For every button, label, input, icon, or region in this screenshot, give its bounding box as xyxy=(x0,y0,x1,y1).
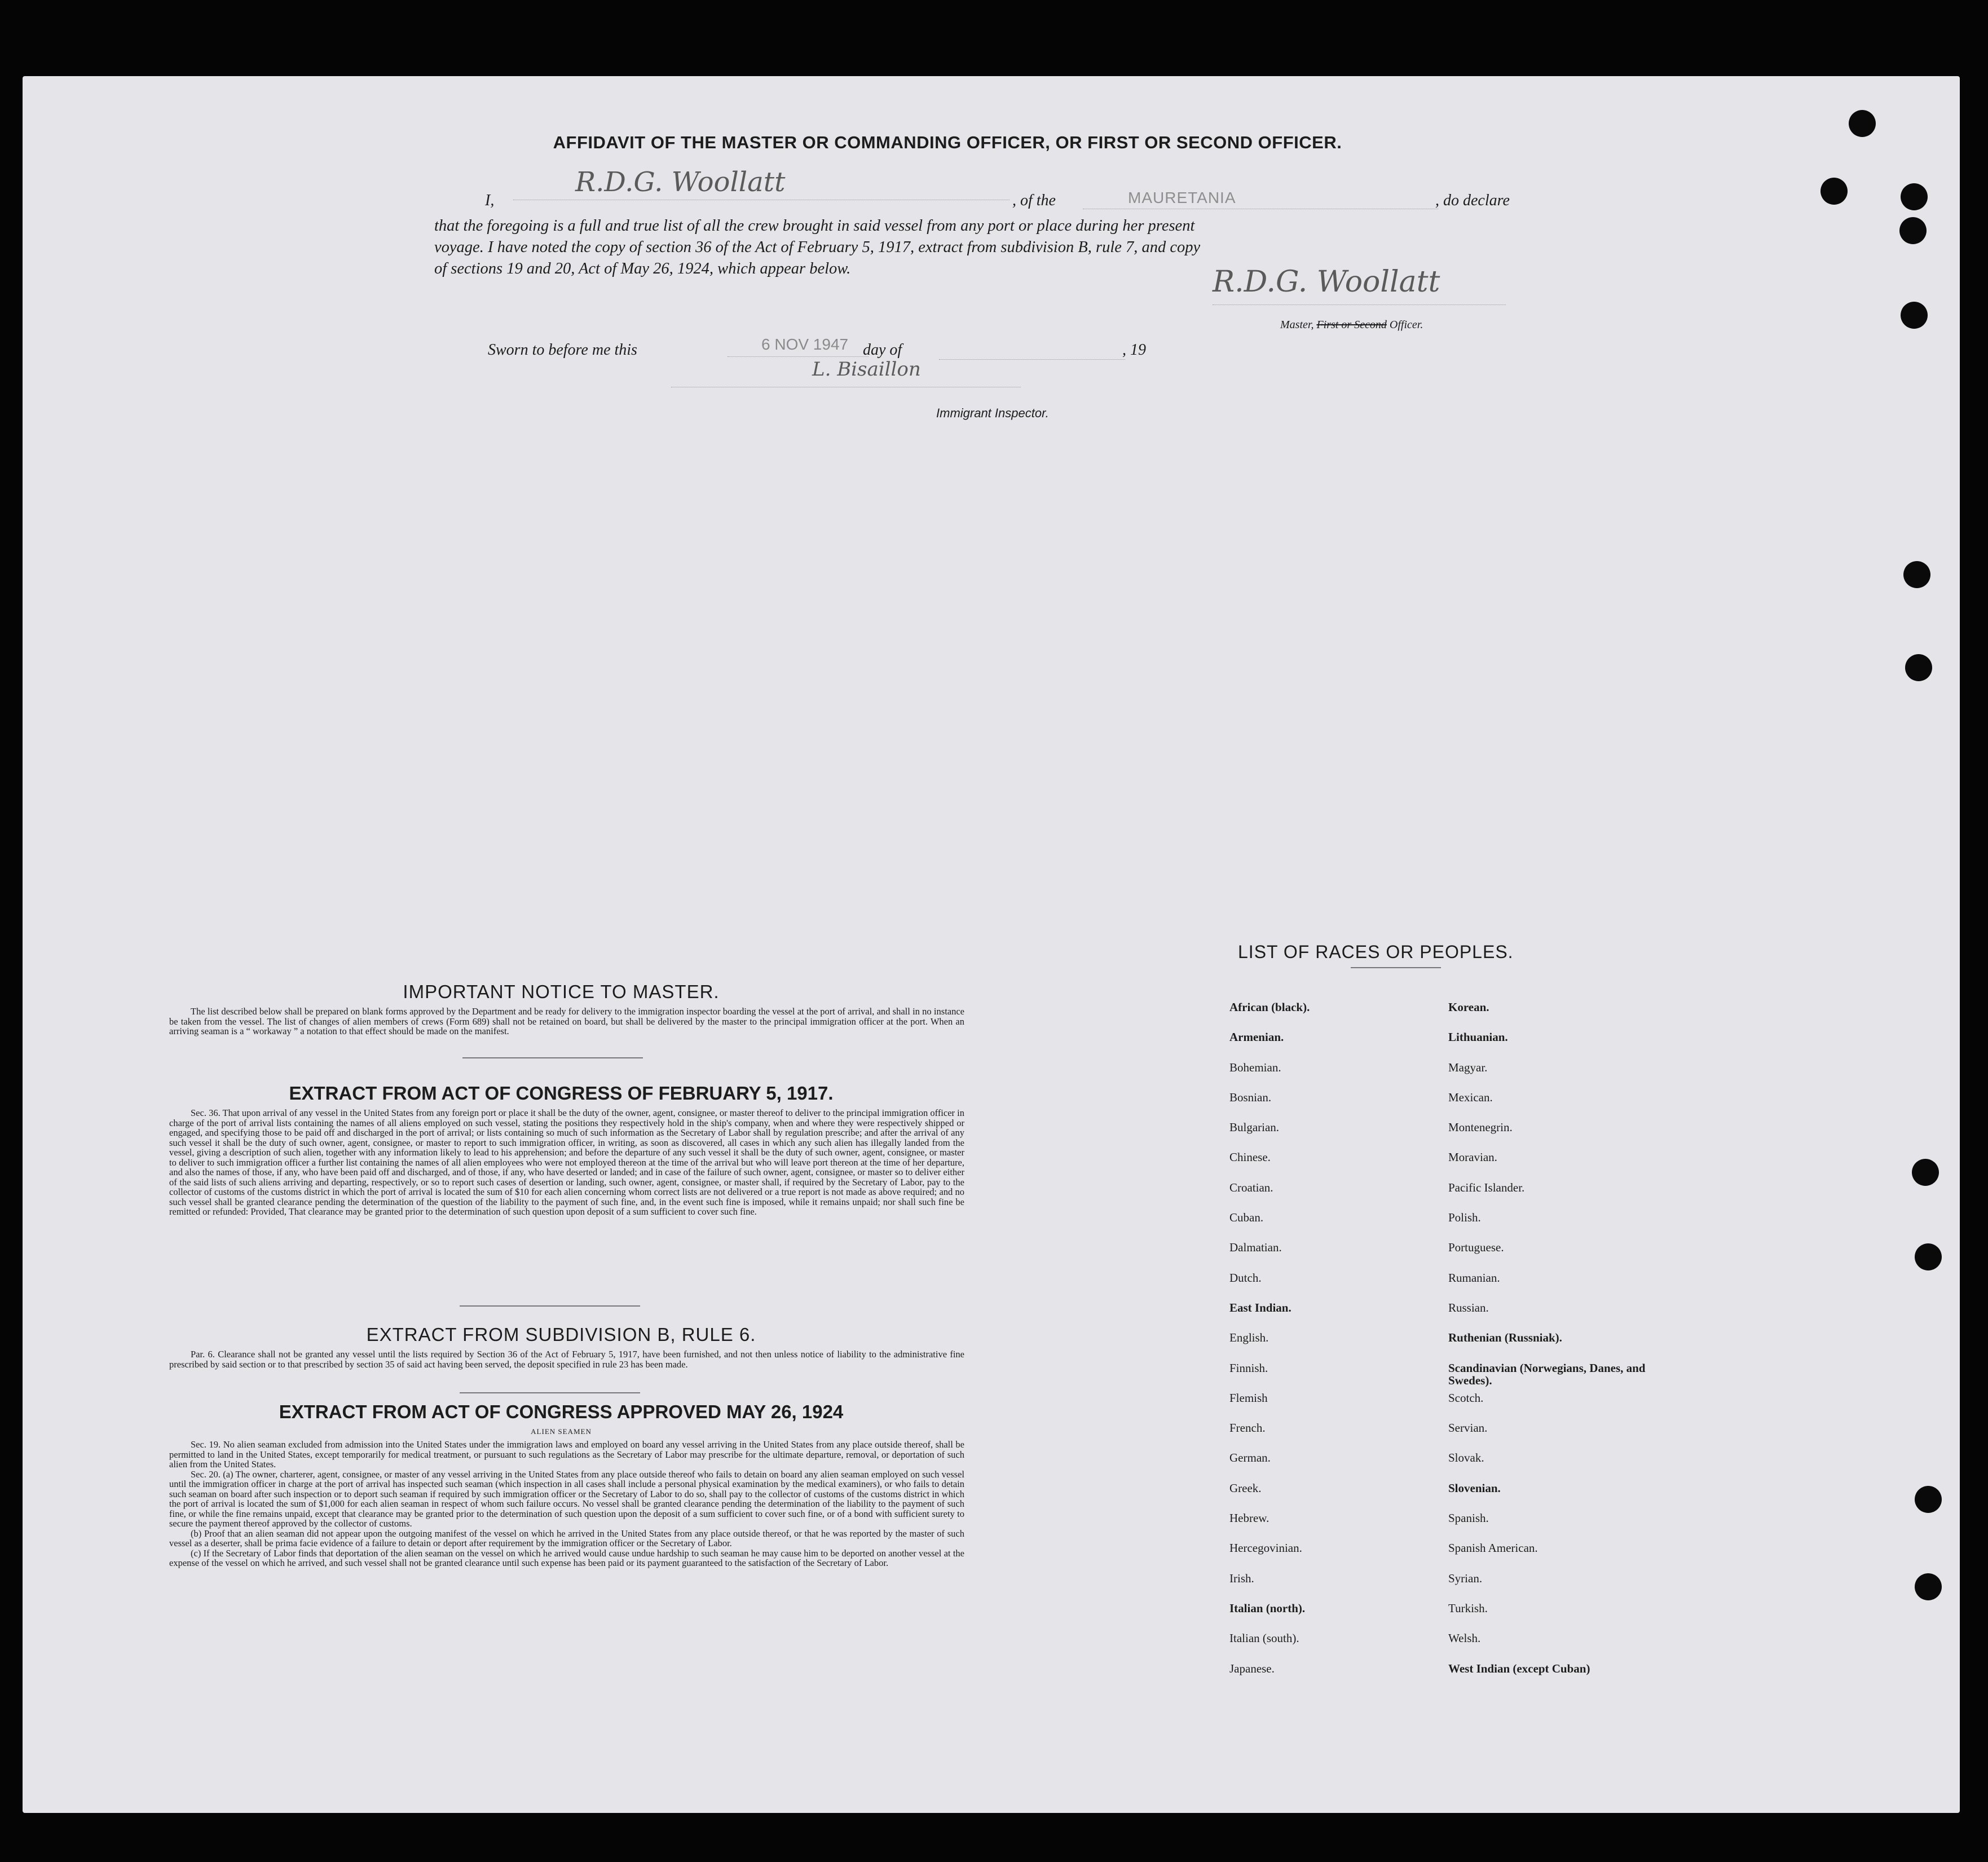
section-19: Sec. 19. No alien seaman excluded from admission into the United States under the immigration laws and employed on board any vessel arriving in the United States from any place outside thereof, shall be permitted to land in the United States, except temporarily for medical treatment, or pursuant to such regulations as the Secretary of Labor may prescribe for the ultimate departure, removal, or deportation of such alien from the United States. xyxy=(169,1439,964,1470)
race-item: Dalmatian. xyxy=(1229,1241,1282,1255)
race-item: Finnish. xyxy=(1229,1361,1268,1375)
races-column-2 xyxy=(1448,1001,1651,1692)
race-item: Irish. xyxy=(1229,1571,1254,1585)
race-item: Moravian. xyxy=(1448,1150,1497,1164)
race-item: Syrian. xyxy=(1448,1571,1483,1585)
affidavit-i-label: I, xyxy=(485,192,495,209)
race-item: African (black). xyxy=(1229,1000,1310,1014)
punch-hole xyxy=(1901,183,1928,210)
divider xyxy=(462,1057,643,1058)
punch-hole xyxy=(1905,654,1932,681)
affidavit-body-line1: that the foregoing is a full and true list of all the crew brought in said vessel from any port or place during her present xyxy=(434,217,1195,235)
sworn-date-stamp: 6 NOV 1947 xyxy=(728,336,869,357)
section-20b: (b) Proof that an alien seaman did not appear upon the outgoing manifest of the vessel on which he arrived in the United States from any place outside thereof, or that he was reported by the master of such vessel as a deserter, shall be prima facie evidence of a failure to detain or deport after requirement by the immigration officer or the Secretary of Labor. xyxy=(169,1528,964,1548)
inspector-signature: L. Bisaillon xyxy=(671,358,1021,387)
punch-hole xyxy=(1899,217,1927,244)
extract-1924-subtitle: ALIEN SEAMEN xyxy=(531,1427,592,1436)
punch-hole xyxy=(1903,561,1930,588)
race-item: Armenian. xyxy=(1229,1030,1284,1044)
race-item: Welsh. xyxy=(1448,1631,1481,1645)
document-page xyxy=(23,76,1960,1813)
race-item: Polish. xyxy=(1448,1211,1481,1225)
extract-1924-body xyxy=(169,1440,964,1568)
race-item: Bulgarian. xyxy=(1229,1120,1280,1135)
race-item: Cuban. xyxy=(1229,1211,1264,1225)
day-of-label: day of xyxy=(863,341,902,359)
divider xyxy=(460,1392,640,1393)
affidavit-body-line2: voyage. I have noted the copy of section 36 of the Act of February 5, 1917, extract from subdivision B, rule 7, and copy xyxy=(434,239,1201,256)
master-signature: R.D.G. Woollatt xyxy=(513,166,1010,200)
of-the-label: , of the xyxy=(1012,192,1056,209)
race-item: Montenegrin. xyxy=(1448,1120,1513,1135)
race-item: Hebrew. xyxy=(1229,1511,1270,1525)
section-20c: (c) If the Secretary of Labor finds that deportation of the alien seaman on the vessel on which he arrived would cause undue hardship to such seaman he may cause him to be deported on another vessel at the expense of the vessel on which he arrived, and such vessel shall not be granted clearance until such expense has been paid or its payment guaranteed to the satisfaction of the Secretary of Labor. xyxy=(169,1547,964,1568)
master-signature-2: R.D.G. Woollatt xyxy=(1213,265,1506,305)
race-item: Italian (north). xyxy=(1229,1601,1306,1615)
punch-hole xyxy=(1901,302,1928,329)
race-item: Portuguese. xyxy=(1448,1241,1504,1255)
month-field xyxy=(939,341,1125,360)
race-item: Spanish. xyxy=(1448,1511,1489,1525)
punch-hole xyxy=(1912,1159,1939,1186)
race-item: Slovak. xyxy=(1448,1451,1484,1465)
year-prefix: , 19 xyxy=(1122,341,1146,359)
extract-rule6-title: EXTRACT FROM SUBDIVISION B, RULE 6. xyxy=(366,1324,756,1345)
punch-hole xyxy=(1915,1573,1942,1600)
extract-1924-title: EXTRACT FROM ACT OF CONGRESS APPROVED MAY 26, 1924 xyxy=(279,1401,844,1422)
divider xyxy=(1351,967,1441,968)
punch-hole xyxy=(1915,1243,1942,1270)
divider xyxy=(460,1305,640,1307)
notice-text: The list described below shall be prepared on blank forms approved by the Department and be ready for delivery to the immigration inspector boarding the vessel at the port of arrival, and shall in no instance be taken from the vessel. The list of changes of alien members of crews (Form 689) shall not be retained on board, but shall be delivered by the master to the principal immigration officer at the port. When an arriving seaman is a “ workaway ” a notation to that effect should be made on the manifest. xyxy=(169,1006,964,1036)
race-item: Rumanian. xyxy=(1448,1270,1500,1285)
do-declare-label: , do declare xyxy=(1435,192,1510,209)
race-item: Mexican. xyxy=(1448,1090,1493,1104)
punch-hole xyxy=(1915,1486,1942,1513)
officer-label-end: Officer. xyxy=(1389,319,1423,331)
race-item: Slovenian. xyxy=(1448,1481,1501,1495)
race-item: Flemish xyxy=(1229,1391,1268,1405)
race-item: Scotch. xyxy=(1448,1391,1484,1405)
race-item: East Indian. xyxy=(1229,1300,1291,1314)
extract-1917-text: Sec. 36. That upon arrival of any vessel in the United States from any foreign port or place it shall be the duty of the owner, agent, consignee, or master thereof to deliver to the principal immigration officer in charge of the port of arrival lists containing the names of all aliens employed on such vessel, stating the positions they respectively hold in the ship's company, when and where they were respectively shipped or engaged, and specifying those to be paid off and discharged in the port of arrival; or lists containing so much of such information as the Secretary of Labor shall by regulation prescribe; and after the arrival of any such vessel it shall be the duty of such owner, agent, consignee, or master to report to such immigration officer, in writing, as soon as discovered, all cases in which any such alien has illegally landed from the vessel, giving a description of such alien, together with any information likely to lead to his apprehension; and before the departure of any such vessel it shall be the duty of such owner, agent, consignee, or master to deliver to such immigration officer a further list containing the names of all alien employees who were not employed thereon at the time of the arrival but who will leave port thereon at the time of her departure, and also the names of those, if any, who have been paid off and discharged, and of those, if any, who have deserted or landed; and in case of the failure of such owner, agent, consignee, or master so to deliver either of the said lists of such aliens arriving and departing, respectively, or so to report such cases of desertion or landing, such owner, agent, consignee, or master shall, if required by the Secretary of Labor, pay to the collector of customs of the customs district in which the port of arrival is located the sum of $10 for each alien concerning whom correct lists are not delivered or a true report is not made as above required; and no such vessel shall be granted clearance pending the determination of the question of the liability to the payment of such fine, and, in the event such fine is imposed, while it remains unpaid; nor shall such fine be remitted or refunded: Provided, That clearance may be granted prior to the determination of such question upon deposit of a sum sufficient to cover such fine. xyxy=(169,1108,964,1217)
race-item: Pacific Islander. xyxy=(1448,1180,1525,1194)
officer-label xyxy=(1280,319,1423,332)
vessel-name: MAURETANIA xyxy=(1083,189,1438,209)
race-item: Chinese. xyxy=(1229,1150,1271,1164)
race-item: Ruthenian (Russniak). xyxy=(1448,1331,1562,1345)
affidavit-body-line3: of sections 19 and 20, Act of May 26, 1924, which appear below. xyxy=(434,260,851,277)
race-item: Magyar. xyxy=(1448,1060,1488,1074)
notice-title: IMPORTANT NOTICE TO MASTER. xyxy=(403,981,720,1002)
race-item: Croatian. xyxy=(1229,1180,1273,1194)
race-item: Japanese. xyxy=(1229,1661,1275,1675)
officer-label-master: Master, xyxy=(1280,319,1314,331)
officer-label-struck: First or Second xyxy=(1316,319,1387,331)
race-item: Servian. xyxy=(1448,1421,1488,1435)
race-item: Spanish American. xyxy=(1448,1541,1538,1555)
race-item: Russian. xyxy=(1448,1300,1489,1314)
races-column-1 xyxy=(1229,1001,1432,1692)
race-item: Scandinavian (Norwegians, Danes, and Swedes). xyxy=(1448,1361,1646,1387)
race-item: Bosnian. xyxy=(1229,1090,1272,1104)
race-item: Hercegovinian. xyxy=(1229,1541,1302,1555)
race-item: Dutch. xyxy=(1229,1270,1262,1285)
inspector-label: Immigrant Inspector. xyxy=(936,406,1049,420)
section-20a: Sec. 20. (a) The owner, charterer, agent, consignee, or master of any vessel arriving in the United States from any place outside thereof who fails to detain on board any alien seaman employed on such vessel until the immigration officer in charge at the port of arrival has inspected such seaman (which inspection in all cases shall include a personal physical examination by the medical examiners), or who fails to detain such seaman on board after such inspection or to deport such seaman if required by such immigration officer or the Secretary of Labor to do so, shall pay to the collector of customs of the customs district in which the port of arrival is located the sum of $1,000 for each alien seaman in respect of whom such failure occurs. No vessel shall be granted clearance pending the determination of the liability to the payment of such fine, or while the fine remains unpaid, except that clearance may be granted prior to the determination of such question upon the deposit of a sum sufficient to cover such fine, or of a bond with sufficient surety to secure the payment thereof approved by the collector of customs. xyxy=(169,1468,964,1529)
race-item: Italian (south). xyxy=(1229,1631,1299,1645)
extract-1917-title: EXTRACT FROM ACT OF CONGRESS OF FEBRUARY 5, 1917. xyxy=(289,1083,834,1104)
affidavit-title: AFFIDAVIT OF THE MASTER OR COMMANDING OFFICER, OR FIRST OR SECOND OFFICER. xyxy=(553,133,1342,152)
sworn-label: Sworn to before me this xyxy=(488,341,637,359)
race-item: Lithuanian. xyxy=(1448,1030,1508,1044)
punch-hole xyxy=(1821,178,1848,205)
race-item: German. xyxy=(1229,1451,1271,1465)
race-item: Turkish. xyxy=(1448,1601,1488,1615)
extract-rule6-text: Par. 6. Clearance shall not be granted any vessel until the lists required by Section 36 of the Act of February 5, 1917, have been furnished, and not then unless notice of liability to the administrative fine prescribed by said section or to that prescribed by section 35 of said act having been served, the deposit specified in rule 23 has been made. xyxy=(169,1349,964,1370)
punch-hole xyxy=(1849,110,1876,137)
race-item: Korean. xyxy=(1448,1000,1489,1014)
race-item: English. xyxy=(1229,1331,1269,1345)
race-item: West Indian (except Cuban) xyxy=(1448,1661,1590,1675)
races-title: LIST OF RACES OR PEOPLES. xyxy=(1238,942,1514,962)
race-item: French. xyxy=(1229,1421,1266,1435)
race-item: Bohemian. xyxy=(1229,1060,1281,1074)
race-item: Greek. xyxy=(1229,1481,1262,1495)
